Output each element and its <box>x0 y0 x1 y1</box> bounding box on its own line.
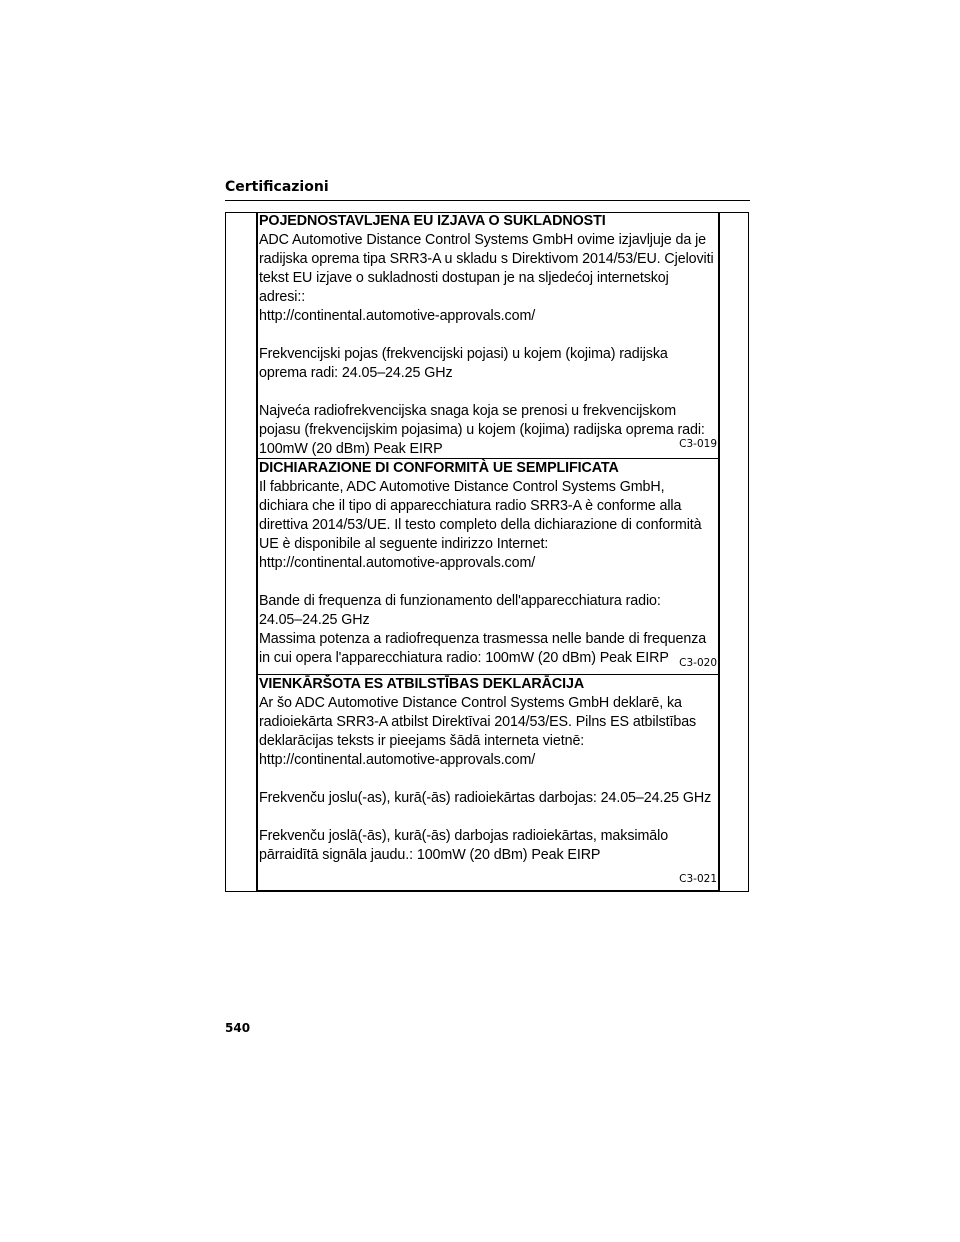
declaration-line: Frekvenču joslu(-as), kurā(-ās) radioiekārtas darbojas: 24.05–24.25 GHz <box>259 790 712 806</box>
declaration-line: http://continental.automotive-approvals.com/ <box>259 752 536 768</box>
declaration-line: Frekvencijski pojas (frekvencijski pojasi) u kojem (kojima) radijska <box>259 346 668 362</box>
declaration-heading: POJEDNOSTAVLJENA EU IZJAVA O SUKLADNOSTI <box>259 213 606 229</box>
declaration-line: in cui opera l'apparecchiatura radio: 100mW (20 dBm) Peak EIRP <box>259 650 669 666</box>
page-title: Certificazioni <box>225 179 329 195</box>
declaration-line: adresi:: <box>259 289 306 305</box>
declaration-line: Il fabbricante, ADC Automotive Distance Control Systems GmbH, <box>259 479 665 495</box>
declaration-line: tekst EU izjave o sukladnosti dostupan je na sljedećoj internetskoj <box>259 270 669 286</box>
declaration-line: Bande di frequenza di funzionamento dell'apparecchiatura radio: <box>259 593 661 609</box>
paragraph-gap <box>259 808 717 827</box>
declaration-line: http://continental.automotive-approvals.com/ <box>259 308 536 324</box>
declaration-line: direttiva 2014/53/UE. Il testo completo della dichiarazione di conformità <box>259 517 702 533</box>
paragraph-gap <box>259 770 717 789</box>
page-number: 540 <box>225 1021 251 1035</box>
declaration-line: oprema radi: 24.05–24.25 GHz <box>259 365 453 381</box>
declaration-line: Ar šo ADC Automotive Distance Control Systems GmbH deklarē, ka <box>259 695 682 711</box>
declaration-block-latvian <box>258 675 718 890</box>
declaration-line: 24.05–24.25 GHz <box>259 612 370 628</box>
declaration-line: deklarācijas teksts ir pieejams šādā interneta vietnē: <box>259 733 585 749</box>
declaration-line: pojasu (frekvencijskim pojasima) u kojem (kojima) radijska oprema radi: <box>259 422 705 438</box>
paragraph-gap <box>259 326 717 345</box>
declaration-line: dichiara che il tipo di apparecchiatura radio SRR3-A è conforme alla <box>259 498 682 514</box>
declaration-line: ADC Automotive Distance Control Systems GmbH ovime izjavljuje da je <box>259 232 706 248</box>
declaration-line: Frekvenču joslā(-ās), kurā(-ās) darbojas radioiekārtas, maksimālo <box>259 828 669 844</box>
declaration-block-italian <box>258 459 718 675</box>
declaration-line: UE è disponibile al seguente indirizzo Internet: <box>259 536 549 552</box>
declaration-heading: DICHIARAZIONE DI CONFORMITÀ UE SEMPLIFICATA <box>259 460 619 476</box>
declaration-code: C3-021 <box>679 873 717 885</box>
declaration-text <box>259 212 717 459</box>
declaration-line: http://continental.automotive-approvals.com/ <box>259 555 536 571</box>
declaration-line: radijska oprema tipa SRR3-A u skladu s Direktivom 2014/53/EU. Cjeloviti <box>259 251 714 267</box>
paragraph-gap <box>259 573 717 592</box>
declaration-block-croatian <box>258 212 718 459</box>
paragraph-gap <box>259 383 717 402</box>
declaration-heading: VIENKĀRŠOTA ES ATBILSTĪBAS DEKLARĀCIJA <box>259 676 585 692</box>
declaration-text <box>259 675 717 865</box>
section-header <box>225 178 750 201</box>
declaration-line: 100mW (20 dBm) Peak EIRP <box>259 441 443 457</box>
declaration-line: Massima potenza a radiofrequenza trasmessa nelle bande di frequenza <box>259 631 707 647</box>
declaration-line: Najveća radiofrekvencijska snaga koja se prenosi u frekvencijskom <box>259 403 677 419</box>
declaration-line: pārraidītā signāla jaudu.: 100mW (20 dBm) Peak EIRP <box>259 847 601 863</box>
declaration-code: C3-019 <box>679 438 717 450</box>
declaration-line: radioiekārta SRR3-A atbilst Direktīvai 2014/53/ES. Pilns ES atbilstības <box>259 714 697 730</box>
declaration-code: C3-020 <box>679 657 717 669</box>
declaration-text <box>259 459 717 668</box>
